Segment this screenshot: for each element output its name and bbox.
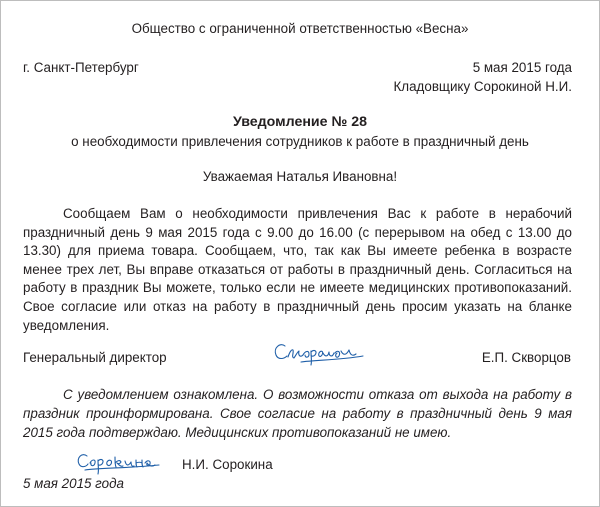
signatory-name: Е.П. Скворцов bbox=[481, 350, 571, 365]
employee-signature-icon bbox=[75, 448, 165, 476]
acknowledgement-paragraph bbox=[23, 385, 572, 442]
organization-name: Общество с ограниченной ответственностью «Весна» bbox=[131, 21, 469, 36]
body-paragraph bbox=[23, 205, 572, 335]
document-date: 5 мая 2015 года bbox=[472, 60, 572, 75]
recipient: Кладовщику Сорокиной Н.И. bbox=[393, 79, 572, 94]
employee-name: Н.И. Сорокина bbox=[182, 457, 273, 472]
body-text: Сообщаем Вам о необходимости привлечения Вас к работе в нерабочий праздничный день 9 мая 2015 года с 9.00 до 16.00 (с перерывом на обед с 13.00 до 13.30) для приема товара. Сообщаем, что, так как Вы имеете ребенка в возрасте менее трех лет, Вы вправе отказаться от работы в праздничный день. Согласиться на работу в праздник Вы можете, только если не имеете медицинских противопоказаний. Свое согласие или отказ на работу в праздничный день просим указать на бланке уведомления. bbox=[23, 206, 572, 333]
greeting: Уважаемая Наталья Ивановна! bbox=[202, 169, 398, 184]
director-signature-icon bbox=[271, 337, 371, 369]
acknowledgement-date: 5 мая 2015 года bbox=[23, 476, 124, 491]
document-subtitle: о необходимости привлечения сотрудников к работе в праздничный день bbox=[71, 134, 529, 149]
document-title: Уведомление № 28 bbox=[232, 114, 368, 130]
city: г. Санкт-Петербург bbox=[23, 60, 139, 75]
acknowledgement-text: С уведомлением ознакомлена. О возможности отказа от выхода на работу в праздник проинформирована. Свое согласие на работу в праздничный день 9 мая 2015 года подтверждаю. Медицинских противопоказаний не имею. bbox=[23, 387, 572, 440]
signatory-position: Генеральный директор bbox=[23, 350, 167, 365]
